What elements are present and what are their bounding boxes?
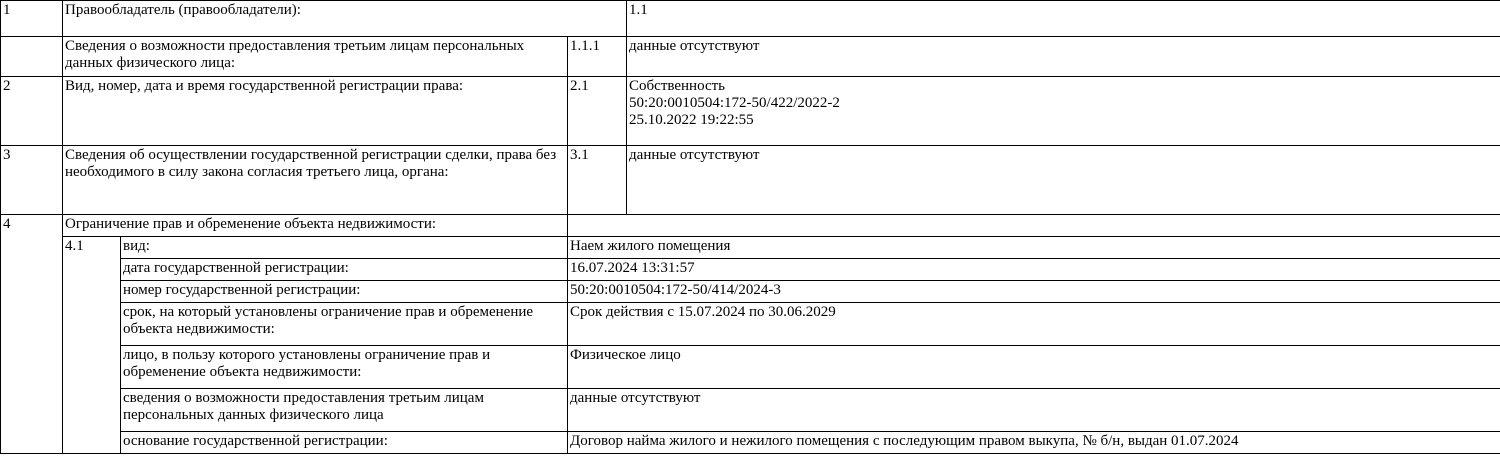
row-value: Наем жилого помещения	[568, 237, 1500, 259]
row-label: Вид, номер, дата и время государственной регистрации права:	[63, 77, 568, 146]
row-value: 50:20:0010504:172-50/414/2024-3	[568, 281, 1500, 303]
row-number	[1, 37, 63, 77]
row-subnumber: 1.1.1	[568, 37, 627, 77]
row-number: 4	[1, 215, 63, 454]
row-value: данные отсутствуют	[568, 389, 1500, 432]
table-row-encumbrance-kind	[1, 237, 1500, 259]
row-subnumber: 1.1	[627, 1, 1500, 37]
row-label: Сведения о возможности предоставления третьим лицам персональных данных физического лица:	[63, 37, 568, 77]
table-row-encumbrance-date	[1, 259, 1500, 281]
row-value: данные отсутствуют	[627, 37, 1500, 77]
table-row-encumbrance-term	[1, 303, 1500, 346]
row-label: срок, на который установлены ограничение прав и обременение объекта недвижимости:	[121, 303, 568, 346]
row-label: дата государственной регистрации:	[121, 259, 568, 281]
row-label: Правообладатель (правообладатели):	[63, 1, 627, 37]
row-value: Срок действия с 15.07.2024 по 30.06.2029	[568, 303, 1500, 346]
table-row-encumbrance-header	[1, 215, 1500, 237]
row-value: Собственность 50:20:0010504:172-50/422/2022-2 25.10.2022 19:22:55	[627, 77, 1500, 146]
table-row-rightholder	[1, 1, 1500, 37]
row-value: 16.07.2024 13:31:57	[568, 259, 1500, 281]
row-label: основание государственной регистрации:	[121, 432, 568, 454]
row-value: Договор найма жилого и нежилого помещения с последующим правом выкупа, № б/н, выдан 01.07.2024	[568, 432, 1500, 454]
table-row-encumbrance-number	[1, 281, 1500, 303]
table-row-encumbrance-personal-data	[1, 389, 1500, 432]
row-number: 2	[1, 77, 63, 146]
row-label: номер государственной регистрации:	[121, 281, 568, 303]
table-row-registration	[1, 77, 1500, 146]
table-row-personal-data	[1, 37, 1500, 77]
table-row-encumbrance-basis	[1, 432, 1500, 454]
row-label: лицо, в пользу которого установлены ограничение прав и обременение объекта недвижимости:	[121, 346, 568, 389]
row-label: сведения о возможности предоставления третьим лицам персональных данных физического лица	[121, 389, 568, 432]
row-subnumber: 4.1	[63, 237, 121, 454]
row-value: данные отсутствуют	[627, 146, 1500, 215]
row-value-empty	[568, 215, 1500, 237]
table-row-encumbrance-beneficiary	[1, 346, 1500, 389]
row-label: вид:	[121, 237, 568, 259]
row-label: Сведения об осуществлении государственной регистрации сделки, права без необходимого в силу закона согласия третьего лица, органа:	[63, 146, 568, 215]
row-value: Физическое лицо	[568, 346, 1500, 389]
row-subnumber: 2.1	[568, 77, 627, 146]
row-number: 3	[1, 146, 63, 215]
row-number: 1	[1, 1, 63, 37]
table-row-deal-registration	[1, 146, 1500, 215]
row-label: Ограничение прав и обременение объекта недвижимости:	[63, 215, 568, 237]
row-subnumber: 3.1	[568, 146, 627, 215]
